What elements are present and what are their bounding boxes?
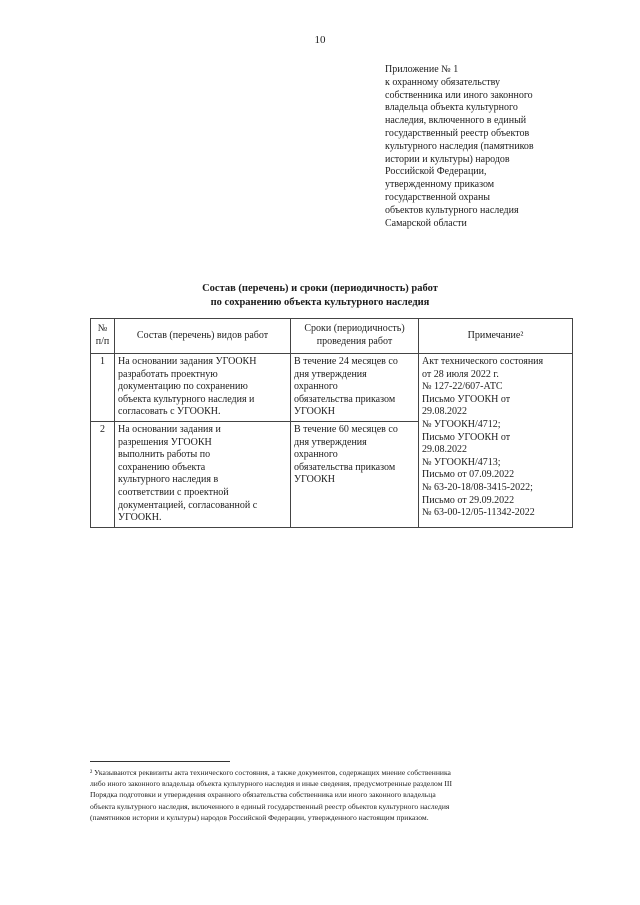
footnote bbox=[90, 767, 572, 823]
appendix-line: истории и культуры) народов bbox=[385, 153, 510, 165]
appendix-block bbox=[385, 64, 585, 230]
title-line-1: Состав (перечень) и сроки (периодичность) работ bbox=[202, 283, 438, 294]
table-row bbox=[91, 354, 573, 422]
deadline-cell: В течение 24 месяцев со дня утверждения охранного обязательства приказом УГООКН bbox=[291, 354, 419, 422]
table-header-row bbox=[91, 319, 573, 354]
row-number: 1 bbox=[91, 354, 115, 422]
header-works: Состав (перечень) видов работ bbox=[115, 319, 291, 354]
header-num: № п/п bbox=[91, 319, 115, 354]
row-number: 2 bbox=[91, 421, 115, 527]
footnote-line: Порядка подготовки и утверждения охранного обязательства собственника или иного законного владельца bbox=[90, 790, 436, 800]
appendix-line: Приложение № 1 bbox=[385, 64, 459, 75]
works-table bbox=[90, 318, 573, 528]
appendix-line: Самарской области bbox=[385, 217, 467, 229]
appendix-line: к охранному обязательству bbox=[385, 76, 501, 88]
works-cell: На основании задания УГООКН разработать проектную документацию по сохранению объекта культурного наследия и согласовать с УГООКН. bbox=[115, 354, 291, 422]
works-cell: На основании задания и разрешения УГООКН выполнить работы по сохранению объекта культурного наследия в соответствии с проектной документацией, согласованной с УГООКН. bbox=[115, 421, 291, 527]
page-number: 10 bbox=[314, 34, 326, 46]
appendix-line: владельца объекта культурного bbox=[385, 102, 518, 114]
appendix-line: государственной охраны bbox=[385, 191, 491, 203]
footnote-line: либо иного законного владельца объекта культурного наследия и иные сведения, предусмотренные разделом III bbox=[90, 779, 452, 789]
appendix-line: наследия, включенного в единый bbox=[385, 115, 527, 127]
footnote-line: (памятников истории и культуры) народов Российской Федерации, утвержденного настоящим приказом. bbox=[90, 812, 429, 822]
appendix-line: государственный реестр объектов bbox=[385, 127, 530, 139]
footnote-line: ² Указываются реквизиты акта технического состояния, а также документов, содержащих мнение собственника bbox=[90, 768, 451, 777]
title-line-2: по сохранению объекта культурного наследия bbox=[210, 296, 430, 308]
deadline-cell: В течение 60 месяцев со дня утверждения охранного обязательства приказом УГООКН bbox=[291, 421, 419, 527]
appendix-line: Российской Федерации, bbox=[385, 166, 487, 178]
appendix-line: культурного наследия (памятников bbox=[385, 140, 534, 152]
footnote-line: объекта культурного наследия, включенного в единый государственный реестр объектов культурного наследия bbox=[90, 801, 450, 811]
footnote-divider bbox=[90, 761, 230, 762]
note-cell: Акт технического состояния от 28 июля 2022 г. № 127-22/607-АТС Письмо УГООКН от 29.08.2022 № УГООКН/4712; Письмо УГООКН от 29.08.2022 № УГООКН/4713; Письмо от 07.09.2022 № 63-20-18/08-3415-2022; Письмо от 29.09.2022 № 63-00-12/05-11342-2022 bbox=[419, 354, 573, 528]
appendix-line: собственника или иного законного bbox=[385, 89, 533, 101]
header-deadline: Сроки (периодичность) проведения работ bbox=[291, 319, 419, 354]
header-note: Примечание² bbox=[419, 319, 573, 354]
appendix-line: утвержденному приказом bbox=[385, 179, 495, 191]
appendix-line: объектов культурного наследия bbox=[385, 204, 519, 216]
document-title bbox=[0, 282, 640, 309]
